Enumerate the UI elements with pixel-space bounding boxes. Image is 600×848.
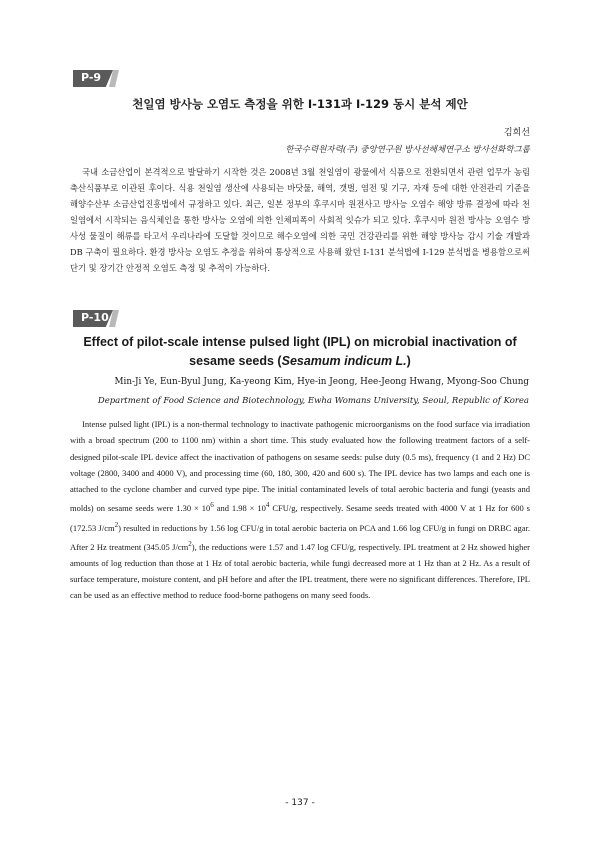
superscript: 4 [265,501,270,510]
body-segment: and 1.98 × 10 [213,503,266,514]
affiliation-line: 한국수력원자력(주) 중앙연구원 방사선해체연구소 방사선화학그룹 [285,145,530,155]
page-number: - 137 - [285,798,315,808]
abstract-title [80,333,520,371]
section-tag-label: P-9 [81,71,102,84]
abstract-title: 천일염 방사능 오염도 측정을 위한 I-131과 I-129 동시 분석 제안 [132,97,468,111]
body-segment: ), the reductions were 1.57 and 1.47 log CFU/g, respectively. IPL treatment at 2 Hz showed higher amounts of log reduction than those at 1 Hz of total aerobic bacteria, while fungi decreased more at 1 Hz than at 2 Hz. As a result of surface temperature, moisture content, and pH before and after the IPL treatment, there were no significant differences. Therefore, IPL can be used as an effective method to reduce food-borne pathogens on many seed foods. [70,541,530,601]
superscript: 6 [210,501,214,510]
section-tag-label: P-10 [81,311,109,324]
title-close: ) [406,354,411,368]
abstract-body: 국내 소금산업이 본격적으로 발달하기 시작한 것은 2008년 3월 천일염이 광물에서 식품으로 전환되면서 관련 업무가 농림축산식품부로 이관된 후이다. 식용 천일염 생산에 사용되는 바닷물, 해역, 갯벌, 염전 및 기구, 자재 등에 대한 안전관리 기준을 해양수산부 소금산업진흥법에서 규정하고 있다. 최근, 일본 정부의 후쿠시마 원전사고 방사능 오염수 해양 방류 결정에 따라 천일염에서 시작되는 음식체인을 통한 방사능 오염에 의한 인체피폭이 사회적 잇슈가 되고 있다. 후쿠시마 원전 방사능 오염수 방사성 물질이 해류를 타고서 우리나라에 도달할 것이므로 해수오염에 의한 국민 건강관리를 위한 해양 방사능 감시 기술 개발과 DB 구축이 필요하다. 환경 방사능 오염도 추정을 위하여 통상적으로 사용해 왔던 I-131 분석법에 I-129 분석법을 병용함으로써 단기 및 장기간 안정적 오염도 측정 및 추적이 가능하다. [70,167,530,273]
author-line: Min-Ji Ye, Eun-Byul Jung, Ka-yeong Kim, Hye-in Jeong, Hee-Jeong Hwang, Myong-Soo Chung [114,377,529,387]
abstract-body [70,416,530,604]
body-segment: CFU/g, respectively. Sesame seeds treated with 4000 V at 1 Hz for 600 s (172.53 J/cm [70,503,530,533]
title-text: Effect of pilot-scale intense pulsed light (IPL) on microbial inactivation of sesame seeds ( [83,335,517,368]
scientific-name: Sesamum indicum L. [281,354,407,368]
section-tag-p9 [73,70,119,87]
body-segment: ) resulted in reductions by 1.56 log CFU/g in total aerobic bacteria on PCA and 1.66 log CFU/g in fungi on DRBC agar. After 2 Hz treatment (345.05 J/cm [70,522,530,552]
section-tag-p10 [73,310,119,327]
body-segment: Intense pulsed light (IPL) is a non-thermal technology to inactivate pathogenic microorganisms on the food surface via irradiation with a broad spectrum (200 to 1100 nm) within a short time. This study evaluated how the following treatment factors of a self-designed pilot-scale IPL device affect the inactivation of pathogens on sesame seeds: pulse duty (0.5 ms), frequency (1 and 2 Hz) DC voltage (2800, 3400 and 4000 V), and processing time (60, 180, 300, 420 and 600 s). The IPL device has two lamps and each one is attached to the cyclone chamber and curved type pipe. The initial contaminated levels of total aerobic bacteria and fungi (yeasts and molds) on sesame seeds were 1.30 × 10 [70,419,530,514]
superscript: 2 [114,520,119,529]
affiliation-line: Department of Food Science and Biotechnology, Ewha Womans University, Seoul, Republic of Korea [97,396,529,406]
author-line: 김희선 [503,128,530,138]
superscript: 2 [188,539,192,548]
